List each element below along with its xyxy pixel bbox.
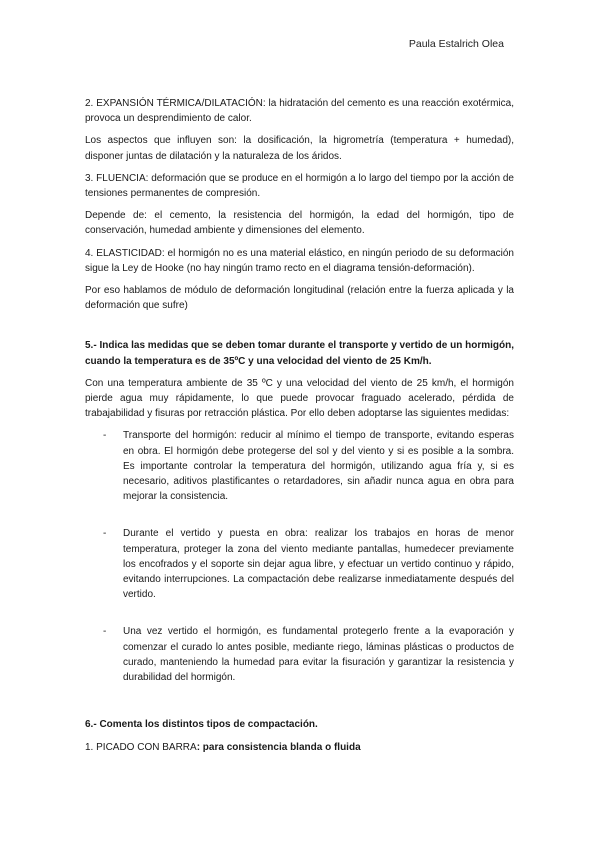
spacer <box>85 320 514 338</box>
list-item-text: Una vez vertido el hormigón, es fundamental protegerlo frente a la evaporación y comenzar el curado lo antes posible, mediante riego, láminas plásticas o productos de curado, manteniendo la humedad para evitar la fisuración y garantizar la resistencia y durabilidad del hormigón. <box>123 626 514 684</box>
bullet-dash: - <box>103 430 107 442</box>
question-5-intro: Con una temperatura ambiente de 35 ºC y una velocidad del viento de 25 km/h, el hormigón pierde agua muy rápidamente, lo que puede provocar fraguado acelerado, pérdida de trabajabilidad y fisuras por retracción plástica. Por ello deben adoptarse las siguientes medidas: <box>85 377 514 420</box>
paragraph-depende: Depende de: el cemento, la resistencia del hormigón, la edad del hormigón, tipo de conservación, humedad ambiente y dimensiones del elemento. <box>85 210 514 237</box>
list-item <box>85 526 514 602</box>
list-item-text: Durante el vertido y puesta en obra: realizar los trabajos en horas de menor temperatura, proteger la zona del viento mediante pantallas, humedecer previamente los encofrados y el soporte sin dejar agua libre, y efectuar un vertido continuo y rápido, evitando interrupciones. La compactación debe realizarse inmediatamente después del vertido. <box>123 528 514 601</box>
author-name: Paula Estalrich Olea <box>408 38 504 50</box>
list-item <box>85 428 514 504</box>
bullet-dash: - <box>103 528 107 540</box>
paragraph-aspectos: Los aspectos que influyen son: la dosificación, la higrometría (temperatura + humedad), disponer juntas de dilatación y la naturaleza de los áridos. <box>85 135 514 162</box>
bullet-dash: - <box>103 626 107 638</box>
document-body <box>85 96 514 762</box>
list-item <box>85 624 514 685</box>
compaction-item-1-label: 1. PICADO CON BARRA <box>85 741 197 753</box>
paragraph-expansion-termica: 2. EXPANSIÓN TÉRMICA/DILATACIÓN: la hidratación del cemento es una reacción exotérmica, provoca un desprendimiento de calor. <box>85 98 514 125</box>
question-6-heading: 6.- Comenta los distintos tipos de compactación. <box>85 719 318 731</box>
list-item-text: Transporte del hormigón: reducir al mínimo el tiempo de transporte, evitando esperas en obra. El hormigón debe protegerse del sol y del viento y si es posible a la sombra. Es importante controlar la temperatura del hormigón, utilizando agua fría y, si es necesario, aditivos plastificantes o retardadores, sin añadir nunca agua en obra para mejorar la consistencia. <box>123 430 514 503</box>
measures-list <box>85 428 514 685</box>
question-5-heading: 5.- Indica las medidas que se deben tomar durante el transporte y vertido de un hormigón, cuando la temperatura es de 35ºC y una velocidad del viento de 25 Km/h. <box>85 340 514 367</box>
paragraph-fluencia: 3. FLUENCIA: deformación que se produce en el hormigón a lo largo del tiempo por la acción de tensiones permanentes de compresión. <box>85 172 514 200</box>
paragraph-modulo: Por eso hablamos de módulo de deformación longitudinal (relación entre la fuerza aplicada y la deformación que sufre) <box>85 285 514 312</box>
compaction-item-1 <box>85 740 514 755</box>
compaction-item-1-desc: : para consistencia blanda o fluida <box>196 741 361 753</box>
spacer <box>85 699 514 717</box>
paragraph-elasticidad: 4. ELASTICIDAD: el hormigón no es una material elástico, en ningún periodo de su deformación sigue la Ley de Hooke (no hay ningún tramo recto en el diagrama tensión-deformación). <box>85 247 514 274</box>
